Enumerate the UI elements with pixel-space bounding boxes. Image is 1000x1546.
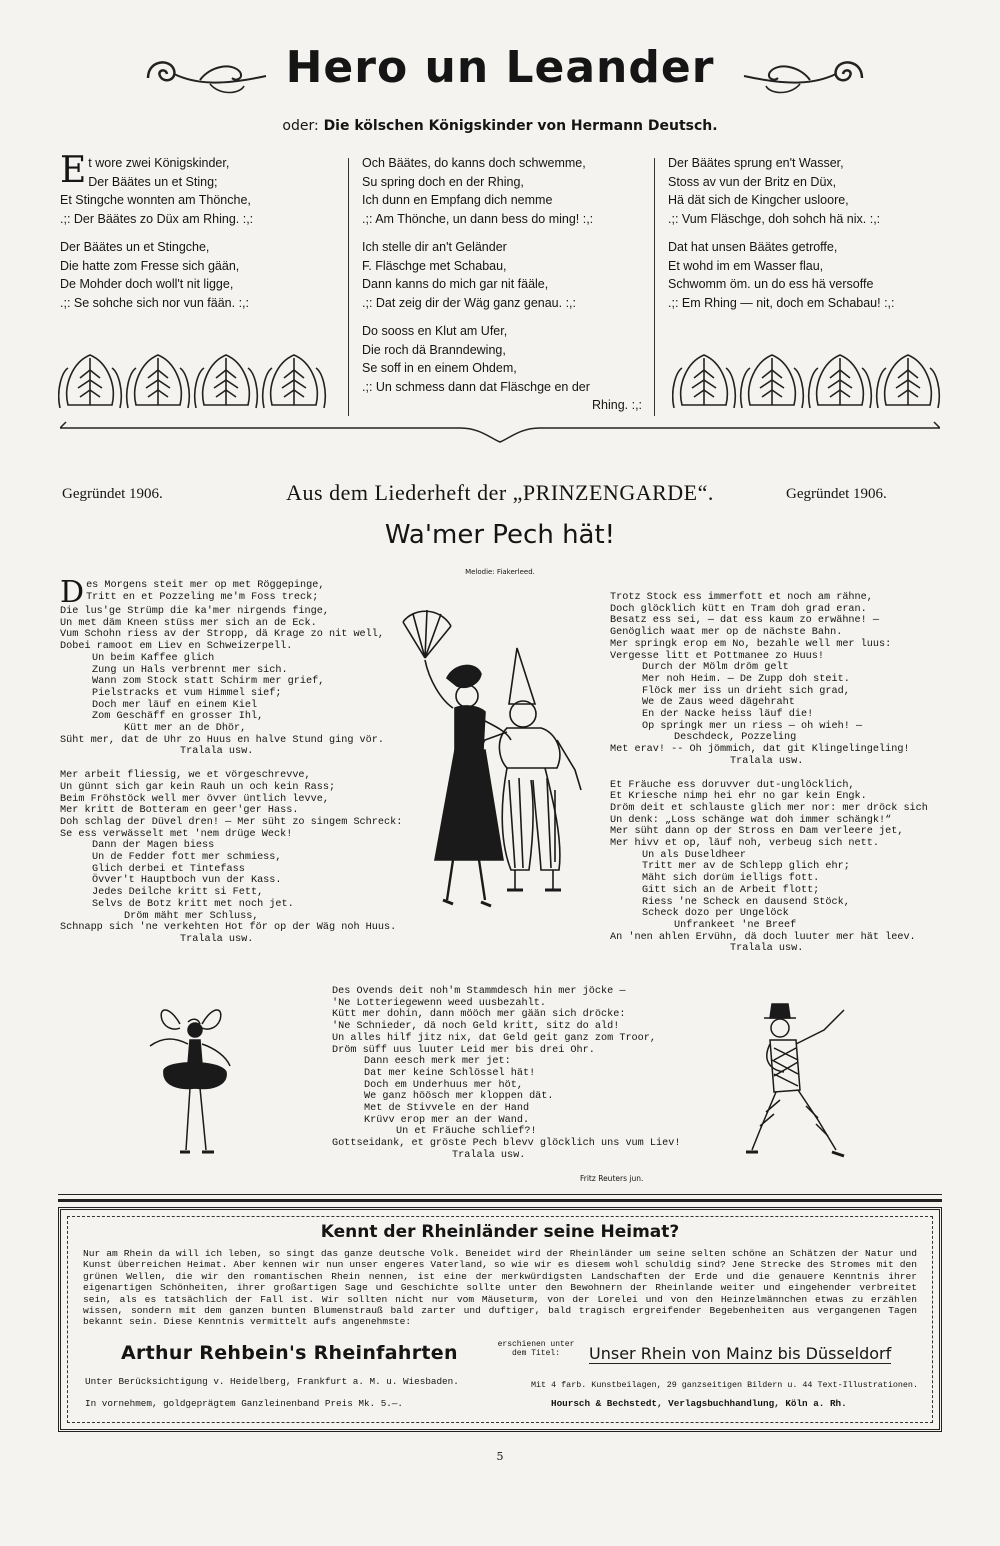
songbook-heading: Aus dem Liederheft der „PRINZENGARDE“. <box>286 480 714 505</box>
song-line: Vum Schohn riess av der Stropp, dä Krage zo nit well, <box>60 629 385 641</box>
founded-note-left: Gegründet 1906. <box>62 486 163 502</box>
leaf-ornament-right-icon <box>672 350 942 410</box>
song-line: Zom Geschäff en grosser Ihl, <box>92 711 264 723</box>
song-line: Zung un Hals verbrennt mer sich. <box>92 664 288 676</box>
song-line: Unfrankeet 'ne Breef <box>674 919 797 931</box>
song-line: Kütt mer dohin, dann mööch mer gään sich dröcke: <box>332 1009 626 1021</box>
poem-stanza <box>362 238 647 312</box>
song-line: Tralala usw. <box>730 943 804 955</box>
poem-column-1 <box>60 150 330 322</box>
song-verse <box>60 770 420 946</box>
song-line: Dröm deit et schlauste glich mer nor: mer dröck sich <box>610 802 928 814</box>
song-line: Se ess verwässelt met 'nem drüge Weck! <box>60 828 293 840</box>
drop-cap: E <box>60 150 87 191</box>
poem-stanza <box>60 150 330 228</box>
song-line: Besatz ess sei, — dat ess kaum zo erwähne! — <box>610 615 879 627</box>
poem-line: F. Fläschge met Schabau, <box>362 258 507 273</box>
song-line: Flöck mer iss un drieht sich grad, <box>642 685 850 697</box>
dancer-illustration-icon <box>140 1000 250 1170</box>
section-divider-icon <box>60 416 940 446</box>
subtitle-main: Die kölschen Königskinder von Hermann Deutsch. <box>323 118 718 134</box>
song-verse <box>610 592 950 768</box>
song-verse <box>610 780 950 956</box>
poem-line: t wore zwei Königskinder, <box>88 156 230 170</box>
song-line: Dröm mäht mer Schluss, <box>124 910 259 922</box>
song-line: Deschdeck, Pozzeling <box>674 732 797 744</box>
song-line: Dat mer keine Schlössel hät! <box>364 1067 536 1079</box>
poem-line: .;: Der Bäätes zo Düx am Rhing. :,: <box>60 211 254 226</box>
melody-note: Melodie: Fiakerleed. <box>465 568 535 576</box>
song-line: es Morgens steit mer op met Röggepinge, <box>86 580 325 591</box>
ad-title-note: erschienen unter dem Titel: <box>497 1340 575 1358</box>
song-line: 'Ne Lotteriegewenn weed uusbezahlt. <box>332 997 546 1009</box>
song-line: Mer arbeit fliessig, we et vörgeschrevve, <box>60 770 311 782</box>
founded-note-right: Gegründet 1906. <box>786 486 887 502</box>
song-line: Un denk: „Loss schänge wat doh immer schängk!“ <box>610 814 892 826</box>
song-line: Tritt en et Pozzeling me'm Foss treck; <box>86 591 319 603</box>
song-line: Gitt sich an de Arbeit flott; <box>642 884 820 896</box>
song-line: Et Kriesche nimp hei ehr no gar kein Engk. <box>610 791 867 803</box>
song-line: Dann der Magen biess <box>92 840 215 852</box>
song-line: Met de Stivvele en der Hand <box>364 1103 530 1115</box>
poem-line: Dann kanns do mich gar nit fääle, <box>362 277 549 291</box>
song-line: Durch der Mölm dröm gelt <box>642 662 789 674</box>
subtitle-prefix: oder: <box>282 118 319 134</box>
poem-line: Der Bäätes un et Sting; <box>88 174 218 189</box>
song-title: Wa'mer Pech hät! <box>384 520 616 550</box>
poem-line: De Mohder doch woll't nit ligge, <box>60 277 234 291</box>
song-line: We ganz höösch mer kloppen dät. <box>364 1091 554 1103</box>
song-line: Un met däm Kneen stüss mer sich an de Eck. <box>60 617 317 629</box>
ad-brand: Arthur Rehbein's Rheinfahrten <box>121 1342 458 1364</box>
song-line: Dröm süff uus luuter Leid mer bis drei Ohr. <box>332 1044 595 1056</box>
song-line: An 'nen ahlen Ervühn, dä doch luuter mer hät leev. <box>610 931 916 943</box>
song-line: Schnapp sich 'ne verkehten Hot för op der Wäg noh Huus. <box>60 922 397 934</box>
song-line: Un als Duseldheer <box>642 849 746 861</box>
poem-line: Ich dunn en Empfang dich nemme <box>362 193 553 207</box>
poem-line: Die hatte zom Fresse sich gään, <box>60 258 240 273</box>
song-line: Doch em Underhuus mer höt, <box>364 1079 523 1091</box>
poem-stanza <box>362 154 647 228</box>
song-line: Tralala usw. <box>180 746 254 758</box>
ad-book-title: Unser Rhein von Mainz bis Düsseldorf <box>589 1344 892 1363</box>
song-line: Riess 'ne Scheck en dausend Stöck, <box>642 896 850 908</box>
poem-line: Dat hat unsen Bäätes getroffe, <box>668 240 838 254</box>
ad-body: Nur am Rhein da will ich leben, so singt das ganze deutsche Volk. Beneidet wird der Rheinländer um seine selten schöne an Schätzen der Natur und Kunst überreichen Heimat. Aber kennen wir nun unser engeres Vaterland, so wie wir es diesem wohl schuldig sind? Jene Strecke des Stromes mit den grünen Wellen, die wir den romantischen Rhein nennen, ist eine der merkwürdigsten Landschaften der Erde und die genauere Kenntnis ihrer eigenartigen Schönheiten, ihrer großartigen Sage und Geschichte sollte unter den Bewohnern der Rheinlande weiter und eingehender verbreitet sein, als es tatsächlich der Fall ist. Wir sollten nicht nur vom Mäuseturm, von der Lorelei und von den Heinzelmännchen etwas zu erzählen wissen, sondern mit dem ganzen bunten Blumenstrauß bald zarter und duftiger, bald tragisch ergreifender Begebenheiten aus vergangenen Tagen bekannt sein. Diese Kenntnis vermittelt aufs angenehmste: <box>83 1248 917 1328</box>
drop-cap: D <box>60 575 85 610</box>
poem-line: Och Bäätes, do kanns doch schwemme, <box>362 156 586 170</box>
song-line: Scheck dozo per Ungelöck <box>642 908 789 920</box>
ad-publisher: Hoursch & Bechstedt, Verlagsbuchhandlung, Köln a. Rh. <box>551 1398 847 1409</box>
poem-line: Et wohd im em Wasser flau, <box>668 258 824 273</box>
song-line: Trotz Stock ess immerfott et noch am rähne, <box>610 592 873 603</box>
song-line: Mäht sich dorüm ielligs fott. <box>642 873 820 885</box>
poem-line: .;: Am Thönche, un dann bess do ming! :,: <box>362 211 594 226</box>
song-line: Vergesse litt et Pottmanee zo Huus! <box>610 650 824 662</box>
poem-line: Der Bäätes sprung en't Wasser, <box>668 156 844 170</box>
song-line: Doh schlag der Düvel dren! — Mer süht zo singem Schreck: <box>60 816 403 828</box>
divider-rule <box>58 1199 942 1202</box>
song-line: Mer noh Heim. — De Zupp doh steit. <box>642 673 850 685</box>
song-line: Pielstracks et vum Himmel sief; <box>92 687 282 699</box>
poem-line: Et Stingche wonnten am Thönche, <box>60 193 251 207</box>
song-verse <box>60 575 420 758</box>
song-line: We de Zaus weed dägehraht <box>642 697 795 709</box>
song-column-right <box>610 592 950 967</box>
poem-line: .;: Dat zeig dir der Wäg ganz genau. :,: <box>362 295 577 310</box>
column-divider <box>654 158 655 416</box>
song-line: En der Nacke heiss läuf die! <box>642 709 814 721</box>
song-line: Mer süht dann op der Stross en Dam verleere jet, <box>610 826 904 838</box>
poem-stanza <box>668 238 958 312</box>
poem-column-2 <box>362 154 647 425</box>
song-line: Tritt mer av de Schlepp glich ehr; <box>642 861 850 873</box>
poem-line: .;: Em Rhing — nit, doch em Schabau! :,: <box>668 295 895 310</box>
poem-column-3 <box>668 154 958 322</box>
song-line: Un et Fräuche schlief?! <box>396 1126 537 1138</box>
divider-rule <box>58 1194 942 1195</box>
poem-stanza <box>60 238 330 312</box>
song-line: Et Fräuche ess doruvver dut-unglöcklich, <box>610 779 855 791</box>
poem-line: Do sooss en Klut am Ufer, <box>362 324 508 338</box>
subtitle <box>0 118 1000 134</box>
poem-line: Hä dät sich de Kingcher usloore, <box>668 193 849 207</box>
song-line: Tralala usw. <box>452 1149 526 1161</box>
song-line: Met erav! -- Oh jömmich, dat git Klingelingeling! <box>610 744 910 756</box>
poem-line: Schwomm öm. un do ess hä versoffe <box>668 277 874 291</box>
song-line: Des Ovends deit noh'm Stammdesch hin mer jöcke — <box>332 986 626 997</box>
poem-stanza <box>362 322 647 415</box>
poem-line: Su spring doch en der Rhing, <box>362 174 524 189</box>
song-line: Mer springk erop em No, bezahle well mer luus: <box>610 638 892 650</box>
song-line: Un alles hilf jitz nix, dat Geld geit ganz zom Troor, <box>332 1032 657 1044</box>
dancer-man-illustration-icon <box>740 1000 870 1170</box>
poem-line: .;: Se sohche sich nor vun fään. :,: <box>60 295 249 310</box>
column-divider <box>348 158 349 416</box>
poem-stanza <box>668 154 958 228</box>
page-title: Hero un Leander <box>285 42 715 93</box>
song-column-left <box>60 575 420 958</box>
leaf-ornament-left-icon <box>58 350 328 410</box>
couple-illustration-icon <box>395 600 605 930</box>
song-line: Genöglich waat mer op de nächste Bahn. <box>610 627 843 639</box>
poem-line: Ich stelle dir an't Geländer <box>362 240 507 254</box>
song-line: Gottseidank, et gröste Pech blevv glöcklich uns vum Liev! <box>332 1138 681 1150</box>
song-line: Beim Fröhstöck well mer övver üntlich levve, <box>60 793 329 805</box>
song-line: Jedes Deilche kritt si Fett, <box>92 887 264 899</box>
poem-line: Rhing. :,: <box>592 398 643 412</box>
song-line: Op springk mer un riess — oh wieh! — <box>642 720 863 732</box>
song-line: Selvs de Botz kritt met noch jet. <box>92 898 294 910</box>
song-line: Övver't Hauptboch vun der Kass. <box>92 875 282 887</box>
song-line: Wann zom Stock statt Schirm mer grief, <box>92 676 325 688</box>
song-line: Krüvv erop mer an der Wand. <box>364 1114 530 1126</box>
ad-line: In vornehmem, goldgeprägtem Ganzleinenband Preis Mk. 5.—. <box>85 1398 404 1409</box>
song-line: Dobei ramoot em Liev en Schweizerpell. <box>60 641 293 653</box>
ad-title: Kennt der Rheinländer seine Heimat? <box>320 1222 680 1242</box>
song-line: Dann eesch merk mer jet: <box>364 1056 511 1068</box>
poem-line: .;: Un schmess dann dat Fläschge en der <box>362 379 590 394</box>
song-line: Un de Fedder fott mer schmiess, <box>92 852 282 864</box>
song-line: Doch mer läuf en einem Kiel <box>92 699 258 711</box>
song-line: Mer hivv et op, läuf noh, verbeug sich nett. <box>610 838 879 850</box>
song-line: Die lus'ge Strümp die ka'mer nirgends finge, <box>60 606 329 617</box>
song-column-center <box>332 986 692 1162</box>
song-line: 'Ne Schnieder, dä noch Geld kritt, sitz do ald! <box>332 1021 620 1033</box>
ad-line: Unter Berücksichtigung v. Heidelberg, Frankfurt a. M. u. Wiesbaden. <box>85 1376 459 1387</box>
song-line: Tralala usw. <box>730 755 804 767</box>
page-number: 5 <box>496 1450 504 1463</box>
ad-line: Mit 4 farb. Kunstbeilagen, 29 ganzseitigen Bildern u. 44 Text-Illustrationen. <box>531 1380 918 1390</box>
song-line: Un beim Kaffee glich <box>92 652 215 664</box>
song-line: Kütt mer an de Dhör, <box>124 723 247 735</box>
song-line: Glich derbei et Tintefass <box>92 863 245 875</box>
poem-line: Se soff in en einem Ohdem, <box>362 361 517 375</box>
poem-line: Der Bäätes un et Stingche, <box>60 240 210 254</box>
song-line: Tralala usw. <box>180 933 254 945</box>
song-line: Mer kritt de Botteram en geer'ger Hass. <box>60 805 299 817</box>
song-line: Un günnt sich gar kein Rauh un och kein Rass; <box>60 781 336 793</box>
poem-line: .;: Vum Fläschge, doh sohch hä nix. :,: <box>668 211 881 226</box>
poem-line: Stoss av vun der Britz en Düx, <box>668 174 837 189</box>
song-line: Süht mer, dat de Uhr zo Huus en halve Stund ging vör. <box>60 734 385 746</box>
author-credit: Fritz Reuters jun. <box>580 1174 644 1183</box>
poem-line: Die roch dä Branndewing, <box>362 342 506 357</box>
advertisement-box <box>58 1207 942 1432</box>
song-line: Doch glöcklich kütt en Tram doh grad eran. <box>610 603 867 615</box>
